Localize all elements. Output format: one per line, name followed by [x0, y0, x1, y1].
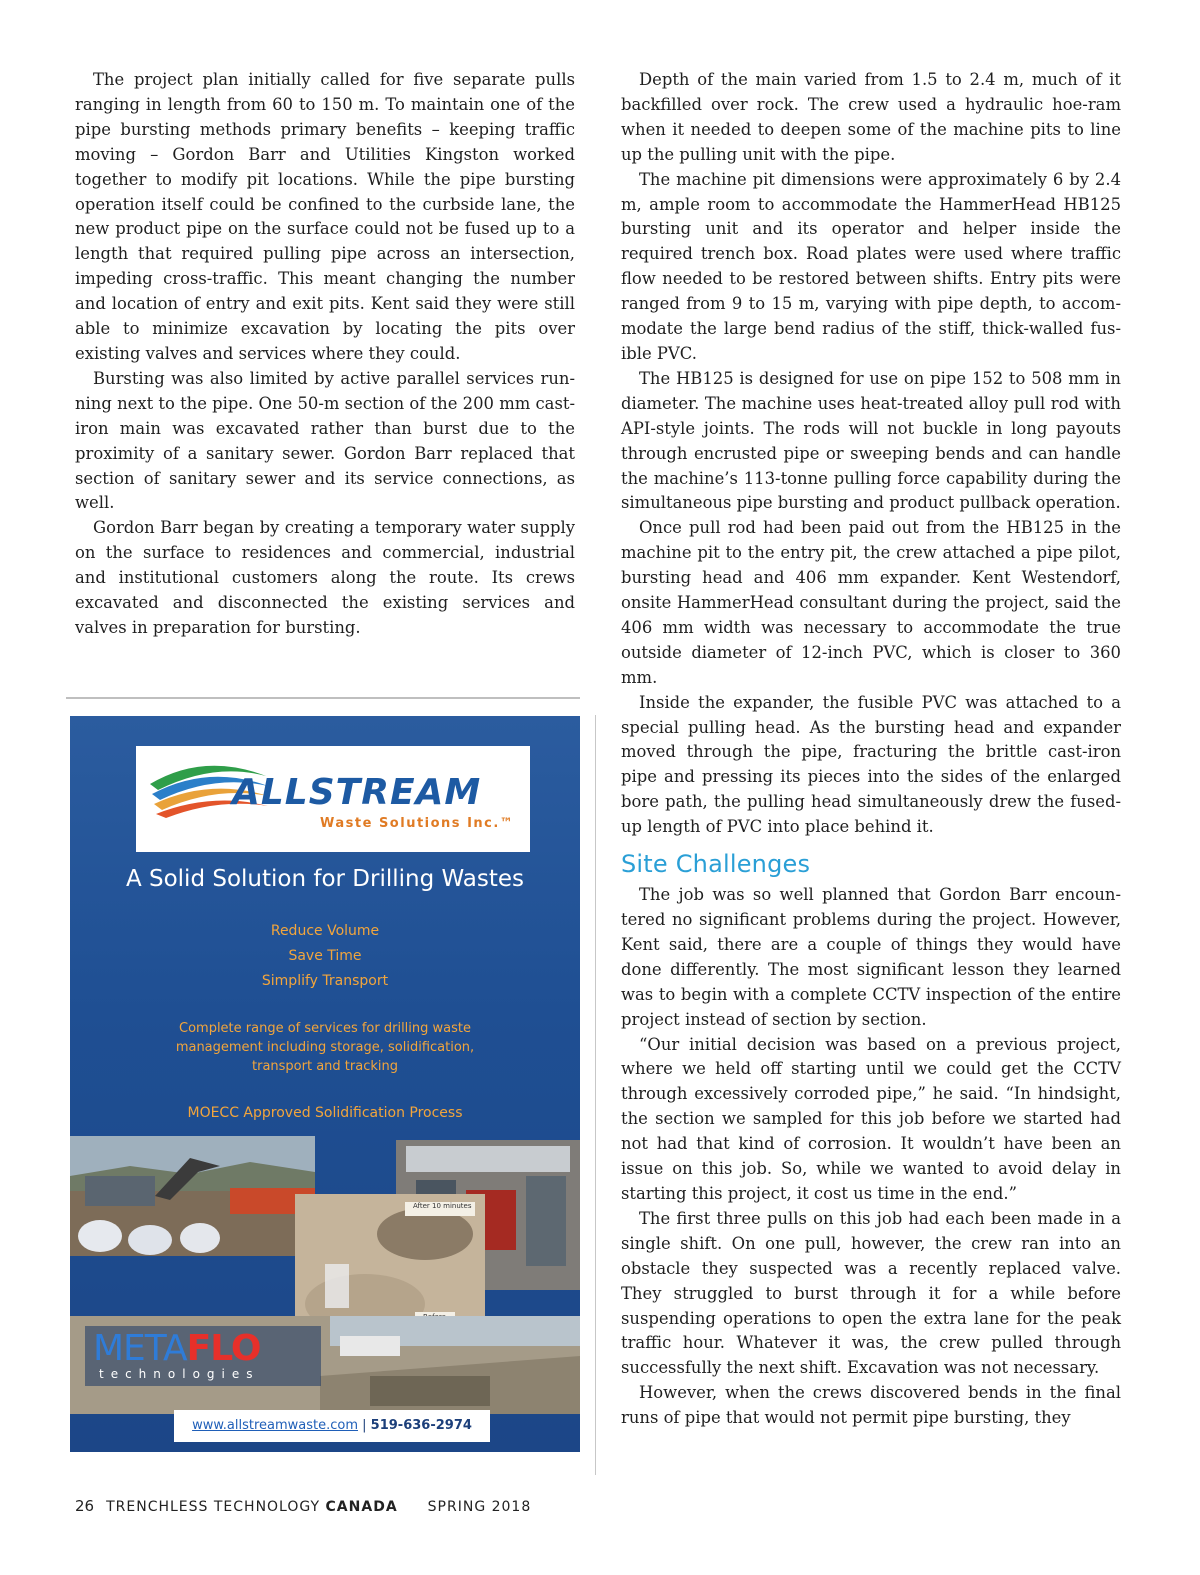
page-footer [75, 1497, 531, 1515]
body-paragraph: The machine pit dimensions were approximately 6 by 2.4 m, ample room to accommodate the HammerHead HB125 bursting unit and its operator and helper inside the required trench box. Road plates were used where traffic flow needed to be restored between shifts. Entry pits were ranged from 9 to 15 m, varying with pipe depth, to accommodate the large bend radius of the stiff, thick-walled fusible PVC. [621, 169, 1121, 363]
brand-name: ALLSTREAM [232, 772, 482, 813]
body-paragraph: The HB125 is designed for use on pipe 152 to 508 mm in diameter. The machine uses heat-treated alloy pull rod with API-style joints. The rods will not buckle in long payouts through encrusted pipe or sweeping bends and can handle the machine’s 113-tonne pulling force capability during the simultaneous pipe bursting and product pullback operation. [621, 368, 1121, 513]
body-paragraph: The first three pulls on this job had each been made in a single shift. On one pull, however, the crew ran into an obstacle they suspected was a recently replaced valve. They struggled to burst through it for a while before suspending operations to open the extra lane for the peak traffic hour. Whatever it was, the crew pulled through successfully the next shift. Excavation was not necessary. [621, 1208, 1121, 1378]
issue-label: SPRING 2018 [427, 1499, 532, 1515]
body-paragraph: The project plan initially called for five separate pulls ranging in length from 60 to 150 m. To maintain one of the pipe bursting methods primary benefits – keeping traffic moving – Gordon Barr and Utilities Kingston worked together to modify pit locations. While the pipe bursting operation itself could be confined to the curbside lane, the new product pipe on the surface could not be fused up to a length that required pulling pipe across an intersection, impeding cross-traffic. This meant changing the number and location of entry and exit pits. Kent said they were still able to minimize excavation by locating the pits over existing valves and services where they could. [75, 70, 575, 363]
divider-vertical [595, 715, 596, 1475]
ad-headline: A Solid Solution for Drilling Wastes [125, 866, 525, 892]
ad-contact-bar [174, 1410, 490, 1442]
page-number: 26 [75, 1497, 95, 1515]
ad-website-link[interactable]: www.allstreamwaste.com [192, 1418, 359, 1433]
label-after: After 10 minutes [413, 1202, 472, 1210]
ad-services-text: Complete range of services for drilling waste management including storage, solidification, transport and tracking [175, 1021, 475, 1074]
body-paragraph: Once pull rod had been paid out from the HB125 in the machine pit to the entry pit, the crew attached a pipe pilot, bursting head and 406 mm expander. Kent Westendorf, onsite HammerHead consultant during the project, said the 406 mm width was necessary to accommodate the true outside diameter of 12-inch PVC, which is closer to 360 mm. [621, 518, 1121, 687]
benefit-item: Reduce Volume [270, 923, 380, 939]
body-paragraph: Inside the expander, the fusible PVC was attached to a special pulling head. As the bursting head and expander moved through the pipe, fracturing the brittle cast-iron pipe and pressing its pieces into the sides of the enlarged bore path, the pulling head simultaneously drew the fused-up length of PVC into place behind it. [621, 692, 1121, 837]
benefit-item: Save Time [288, 948, 362, 964]
metaflo-logo [85, 1326, 321, 1386]
advertisement[interactable] [70, 716, 580, 1452]
body-paragraph: Depth of the main varied from 1.5 to 2.4 m, much of it backfilled over rock. The crew used a hydraulic hoe-ram when it needed to deepen some of the machine pits to line up the pulling unit with the pipe. [621, 70, 1121, 164]
allstream-logo [136, 746, 530, 852]
benefit-item: Simplify Transport [261, 973, 389, 989]
ad-approved-text: MOECC Approved Solidification Process [187, 1105, 463, 1121]
body-paragraph: Bursting was also limited by active parallel services running next to the pipe. One 50-m section of the 200 mm cast-iron main was excavated rather than burst due to the proximity of a sanitary sewer. Gordon Barr replaced that section of sanitary sewer and its service connections, as well. [75, 368, 575, 513]
metaflo-flo: FLO [186, 1328, 261, 1369]
divider-horizontal [66, 697, 580, 699]
ad-benefits [70, 919, 580, 994]
magazine-name: TRENCHLESS TECHNOLOGY CANADA [106, 1499, 398, 1515]
metaflo-technologies: technologies [99, 1367, 260, 1381]
body-paragraph: The job was so well planned that Gordon Barr encountered no significant problems during the project. However, Kent said, there are a couple of things they would have done differently. The most significant lesson they learned was to begin with a complete CCTV inspection of the entire project instead of section by section. [621, 885, 1121, 1029]
metaflo-meta: META [93, 1328, 187, 1369]
brand-subtitle: Waste Solutions Inc.™ [320, 816, 515, 831]
ad-phone: 519-636-2974 [370, 1418, 472, 1433]
right-column [621, 68, 1121, 1431]
body-paragraph: However, when the crews discovered bends in the final runs of pipe that would not permit pipe bursting, they [621, 1383, 1121, 1428]
body-paragraph: Gordon Barr began by creating a temporary water supply on the surface to residences and commercial, industrial and institutional customers along the route. Its crews excavated and disconnected the existing services and valves in preparation for bursting. [75, 518, 575, 637]
left-column [75, 68, 575, 641]
contact-separator: | [358, 1418, 371, 1433]
section-subheading: Site Challenges [621, 850, 811, 879]
body-paragraph: “Our initial decision was based on a previous project, where we held off starting until we could get the CCTV through excessively corroded pipe,” he said. “In hindsight, the section we sampled for this job before we started had not had that kind of corrosion. It wouldn’t have been an issue on this job. So, while we wanted to avoid delay in starting this project, it cost us time in the end.” [621, 1034, 1121, 1203]
photo-excavation-site [70, 1136, 315, 1256]
